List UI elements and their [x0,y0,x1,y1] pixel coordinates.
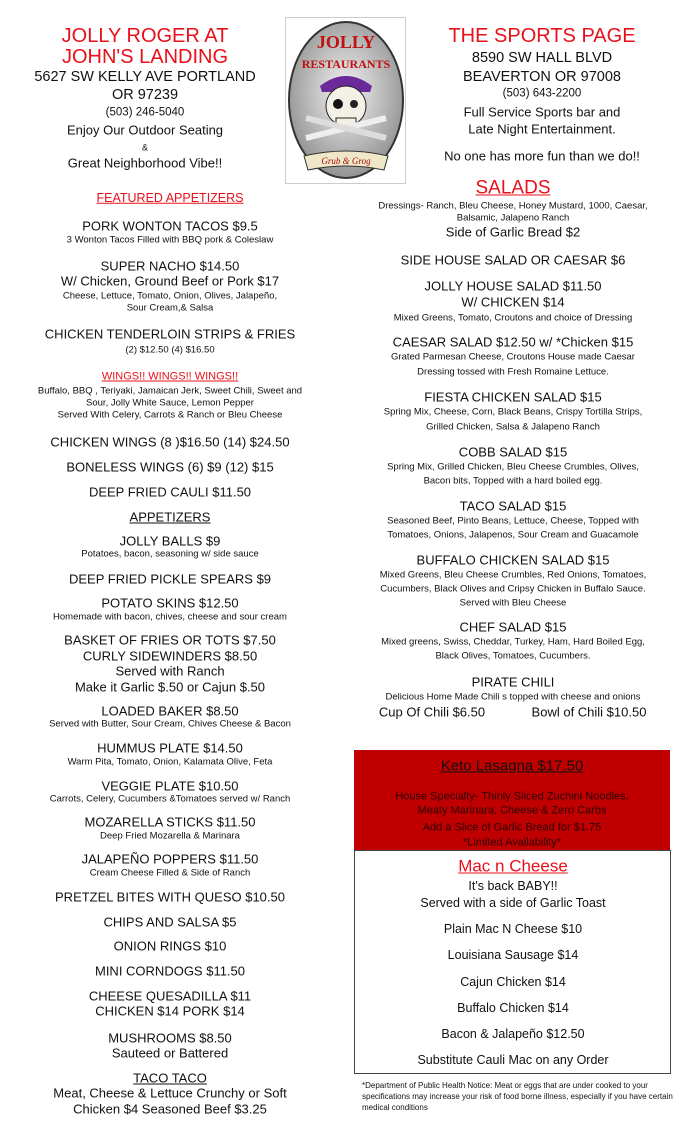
right-menu-line: THE SPORTS PAGE [448,25,636,47]
right-menu-line: Cup Of Chili $6.50 [378,704,486,720]
left-menu-line: VEGGIE PLATE $10.50 [101,778,239,794]
left-menu-line: JOLLY BALLS $9 [119,533,221,549]
keto-line: House Specialty- Thinly Sliced Zuchini Noodles, [395,790,629,803]
right-menu-line: Seasoned Beef, Pinto Beans, Lettuce, Cheese, Topped with [387,515,639,527]
right-menu-line: W/ CHICKEN $14 [461,294,565,310]
left-menu-line: LOADED BAKER $8.50 [101,703,239,719]
left-menu-line: HUMMUS PLATE $14.50 [97,740,243,756]
left-menu-line: 3 Wonton Tacos Filled with BBQ pork & Coleslaw [66,234,274,246]
left-menu-line: MOZARELLA STICKS $11.50 [84,814,256,830]
left-menu-line: MUSHROOMS $8.50 [108,1030,232,1046]
right-menu-line: (503) 643-2200 [502,87,582,100]
right-menu-line: Bacon bits, Topped with a hard boiled egg. [423,475,603,487]
left-menu-line: & [141,142,149,153]
right-menu-line: PIRATE CHILI [471,674,555,690]
health-notice-footnote: *Department of Public Health Notice: Meat or eggs that are under cooked to your specifications may increase your risk of food borne illness, especially if you have certain medical conditions [362,1081,673,1112]
left-menu-line: POTATO SKINS $12.50 [101,595,239,611]
right-menu-line: Spring Mix, Grilled Chicken, Bleu Cheese Crumbles, Olives, [387,461,639,473]
left-menu-line: Served With Celery, Carrots & Ranch or Bleu Cheese [57,409,283,421]
left-menu-line: CHIPS AND SALSA $5 [103,914,237,930]
left-menu-line: FEATURED APPETIZERS [96,190,244,205]
left-menu-line: Deep Fried Mozarella & Marinara [100,830,240,842]
left-menu-line: Make it Garlic $.50 or Cajun $.50 [74,679,266,695]
right-menu-line: Bowl of Chili $10.50 [531,704,647,720]
right-menu-line: Tomatoes, Onions, Jalapenos, Sour Cream and Guacamole [387,529,639,541]
left-menu-line: SUPER NACHO $14.50 [100,258,240,274]
left-menu-line: CHICKEN TENDERLOIN STRIPS & FRIES [44,326,296,342]
right-menu-line: Mixed Greens, Tomato, Croutons and choice of Dressing [393,312,633,324]
mac-line: Served with a side of Garlic Toast [420,895,606,910]
left-menu-line: OR 97239 [111,86,179,103]
left-menu-line: BASKET OF FRIES OR TOTS $7.50 [64,632,276,648]
right-menu-line: SALADS [475,177,551,199]
mac-line: Louisiana Sausage $14 [447,947,579,962]
left-menu-line: Served with Butter, Sour Cream, Chives Cheese & Bacon [49,718,291,730]
left-menu-line: CHICKEN $14 PORK $14 [95,1003,245,1019]
left-menu-line: Sour, Jolly White Sauce, Lemon Pepper [86,397,254,409]
left-menu-line: CURLY SIDEWINDERS $8.50 [82,648,258,664]
left-menu-line: DEEP FRIED CAULI $11.50 [88,484,252,500]
left-menu-line: Chicken $4 Seasoned Beef $3.25 [73,1101,267,1117]
right-menu-line: Spring Mix, Cheese, Corn, Black Beans, Crispy Tortilla Strips, [383,406,643,418]
left-menu-line: Sour Cream,& Salsa [126,302,214,314]
mac-line: Substitute Cauli Mac on any Order [417,1052,609,1067]
right-menu-line: 8590 SW HALL BLVD [471,49,613,66]
left-menu-line: (2) $12.50 (4) $16.50 [125,344,215,356]
right-menu-line: TACO SALAD $15 [459,498,567,514]
mac-line: Buffalo Chicken $14 [457,1000,569,1015]
right-menu-line: Black Olives, Tomatoes, Cucumbers. [435,650,591,662]
right-menu-line: Mixed Greens, Bleu Cheese Crumbles, Red Onions, Tomatoes, [379,569,647,581]
left-menu-line: JOLLY ROGER AT [61,25,229,47]
left-menu-line: Potatoes, bacon, seasoning w/ side sauce [81,548,259,560]
right-menu-line: No one has more fun than we do!! [444,148,640,164]
left-menu-line: Warm Pita, Tomato, Onion, Kalamata Olive, Feta [67,756,273,768]
mac-line: It's back BABY!! [468,878,558,893]
left-menu-line: Cheese, Lettuce, Tomato, Onion, Olives, Jalapeño, [62,290,278,302]
right-menu-line: Dressing tossed with Fresh Romaine Lettuce. [417,366,609,378]
right-menu-line: SIDE HOUSE SALAD OR CAESAR $6 [400,252,626,268]
right-menu-line: JOLLY HOUSE SALAD $11.50 [424,278,602,294]
right-menu-line: Full Service Sports bar and [463,104,621,120]
left-menu-line: APPETIZERS [129,509,211,525]
mac-line: Plain Mac N Cheese $10 [443,921,583,936]
left-menu-line: Enjoy Our Outdoor Seating [66,122,224,138]
svg-text:JOLLY: JOLLY [316,32,376,52]
svg-text:RESTAURANTS: RESTAURANTS [301,57,391,71]
mac-line: Cajun Chicken $14 [460,974,566,989]
keto-line: Add a Slice of Garlic Bread for $1.75 [422,821,602,834]
left-menu-line: W/ Chicken, Ground Beef or Pork $17 [60,273,280,289]
left-menu-line: PRETZEL BITES WITH QUESO $10.50 [55,889,285,905]
left-menu-line: BONELESS WINGS (6) $9 (12) $15 [66,459,274,475]
left-menu-line: DEEP FRIED PICKLE SPEARS $9 [68,571,272,587]
left-menu-line: JOHN'S LANDING [61,46,229,68]
left-menu-line: ONION RINGS $10 [113,938,227,954]
right-menu-line: Balsamic, Jalapeno Ranch [456,212,570,224]
left-menu-line: 5627 SW KELLY AVE PORTLAND [34,68,256,85]
right-menu-line: FIESTA CHICKEN SALAD $15 [424,389,602,405]
right-menu-line: Late Night Entertainment. [468,121,616,137]
left-menu-line: Great Neighborhood Vibe!! [67,155,223,171]
mac-line: Mac n Cheese [458,856,568,876]
left-menu-line: Meat, Cheese & Lettuce Crunchy or Soft [53,1085,287,1101]
right-menu-line: Side of Garlic Bread $2 [445,224,581,240]
left-menu-line: MINI CORNDOGS $11.50 [94,963,246,979]
right-menu-line: Mixed greens, Swiss, Cheddar, Turkey, Ham, Hard Boiled Egg, [381,636,645,648]
left-menu-line: Served with Ranch [115,663,225,679]
left-menu-line: PORK WONTON TACOS $9.5 [82,218,258,234]
jolly-restaurants-logo [285,17,406,184]
left-menu-line: (503) 246-5040 [105,106,185,119]
mac-line: Bacon & Jalapeño $12.50 [441,1026,585,1041]
right-menu-line: Grated Parmesan Cheese, Croutons House made Caesar [391,351,635,363]
right-menu-line: Served with Bleu Cheese [459,597,567,609]
keto-line: Keto Lasagna $17.50 [440,757,584,775]
left-menu-line: Carrots, Celery, Cucumbers &Tomatoes served w/ Ranch [49,793,291,805]
right-menu-line: Delicious Home Made Chili s topped with cheese and onions [385,691,641,703]
left-menu-line: Cream Cheese Filled & Side of Ranch [89,867,251,879]
left-menu-line: CHEESE QUESADILLA $11 [88,988,252,1004]
svg-text:Grub & Grog: Grub & Grog [321,156,371,166]
right-menu-line: Cucumbers, Black Olives and Cripsy Chicken in Buffalo Sauce. [380,583,646,595]
right-menu-line: BUFFALO CHICKEN SALAD $15 [416,552,610,568]
keto-line: Meaty Marinara, Cheese & Zero Carbs [417,804,607,817]
left-menu-line: Sauteed or Battered [111,1045,229,1061]
left-menu-line: CHICKEN WINGS (8 )$16.50 (14) $24.50 [50,434,290,450]
keto-line: *Limited Availability* [462,836,562,849]
left-menu-line: TACO TACO [133,1070,207,1086]
right-menu-line: Dressings- Ranch, Bleu Cheese, Honey Mustard, 1000, Caesar, [378,200,648,212]
right-menu-line: CAESAR SALAD $12.50 w/ *Chicken $15 [392,334,634,350]
right-menu-line: BEAVERTON OR 97008 [463,68,621,85]
left-menu-line: JALAPEÑO POPPERS $11.50 [81,851,259,867]
right-menu-line: Grilled Chicken, Salsa & Jalapeno Ranch [426,421,600,433]
left-menu-line: WINGS!! WINGS!! WINGS!! [101,370,239,383]
right-menu-line: COBB SALAD $15 [458,444,568,460]
left-menu-line: Homemade with bacon, chives, cheese and sour cream [53,611,287,623]
left-menu-line: Buffalo, BBQ , Teriyaki, Jamaican Jerk, Sweet Chili, Sweet and [37,385,303,397]
right-menu-line: CHEF SALAD $15 [459,619,567,635]
